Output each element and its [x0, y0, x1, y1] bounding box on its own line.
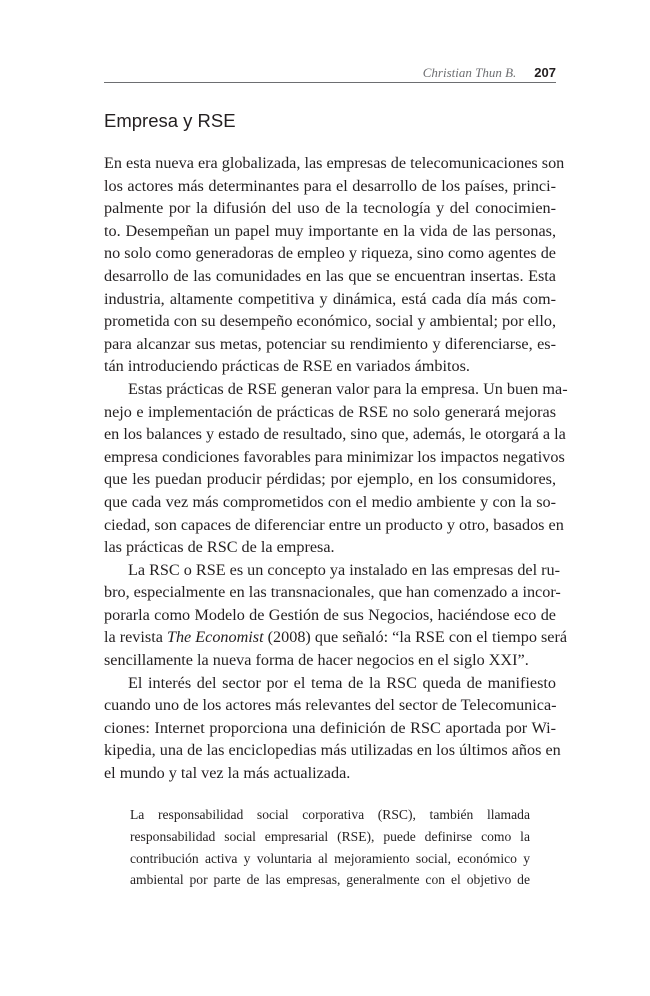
text-line: cuando uno de los actores más relevantes del sector de Telecomunica- [104, 696, 557, 715]
text-line: que les puedan producir pérdidas; por ejemplo, en los consumidores, [104, 470, 556, 489]
text-line: sencillamente la nueva forma de hacer negocios en el siglo XXI”. [104, 651, 529, 670]
text-line: para alcanzar sus metas, potenciar su rendimiento y diferenciarse, es- [104, 334, 556, 353]
text-line: no solo como generadoras de empleo y riqueza, sino como agentes de [104, 244, 556, 263]
paragraph [104, 559, 568, 672]
text-line: ciones: Internet proporciona una definición de RSC aportada por Wi- [104, 718, 556, 737]
text-line: ciedad, son capaces de diferenciar entre un producto y otro, basados en [104, 515, 564, 534]
running-header [104, 64, 556, 83]
citation-prefix: la revista [104, 628, 167, 647]
text-line: el mundo y tal vez la más actualizada. [104, 764, 351, 783]
text-line: kipedia, una de las enciclopedias más utilizadas en los últimos años en [104, 741, 561, 760]
text-line: to. Desempeñan un papel muy importante en la vida de las personas, [104, 221, 556, 240]
text-line: Estas prácticas de RSE generan valor para la empresa. Un buen ma- [128, 379, 568, 398]
text-line: empresa condiciones favorables para minimizar los impactos negativos [104, 447, 565, 466]
text-line: tán introduciendo prácticas de RSE en variados ámbitos. [104, 357, 470, 376]
text-line: La RSC o RSE es un concepto ya instalado en las empresas del ru- [128, 560, 561, 579]
paragraph [104, 152, 565, 378]
text-line: que cada vez más comprometidos con el medio ambiente y con la so- [104, 492, 556, 511]
text-line: palmente por la difusión del uso de la tecnología y del conocimien- [104, 199, 556, 218]
text-line: industria, altamente competitiva y dinámica, está cada día más com- [104, 289, 556, 308]
publication-title: The Economist [166, 628, 264, 647]
text-line: El interés del sector por el tema de la RSC queda de manifiesto [128, 673, 556, 692]
text-line: En esta nueva era globalizada, las empresas de telecomunicaciones son [104, 154, 565, 172]
text-line: las prácticas de RSC de la empresa. [104, 538, 335, 557]
text-line: porarla como Modelo de Gestión de sus Negocios, haciéndose eco de [104, 605, 556, 624]
running-header-author: Christian Thun B. [422, 65, 517, 80]
citation-suffix: (2008) que señaló: “la RSE con el tiempo será [263, 628, 568, 647]
page-number: 207 [534, 65, 556, 80]
text-line: nejo e implementación de prácticas de RSE no solo generará mejoras [104, 402, 556, 421]
quote-line: La responsabilidad social corporativa (RSC), también llamada [130, 807, 530, 822]
paragraph [104, 672, 561, 785]
block-quote [130, 804, 530, 891]
text-line: en los balances y estado de resultado, sino que, además, le otorgará a la [104, 425, 566, 444]
text-line: bro, especialmente en las transnacionales, que han comenzado a incor- [104, 583, 561, 602]
text-line: desarrollo de las comunidades en las que se encuentran insertas. Esta [104, 266, 556, 285]
quote-line: contribución activa y voluntaria al mejoramiento social, económico y [130, 850, 530, 866]
text-line: prometida con su desempeño económico, social y ambiental; por ello, [104, 312, 556, 331]
body-text [104, 152, 568, 785]
quote-line: responsabilidad social empresarial (RSE), puede definirse como la [130, 828, 530, 844]
section-title: Empresa y RSE [104, 110, 236, 131]
quote-line: ambiental por parte de las empresas, generalmente con el objetivo de [130, 872, 530, 888]
citation-line [104, 626, 568, 649]
paragraph [104, 378, 568, 559]
text-line: los actores más determinantes para el desarrollo de los países, princi- [104, 176, 556, 195]
